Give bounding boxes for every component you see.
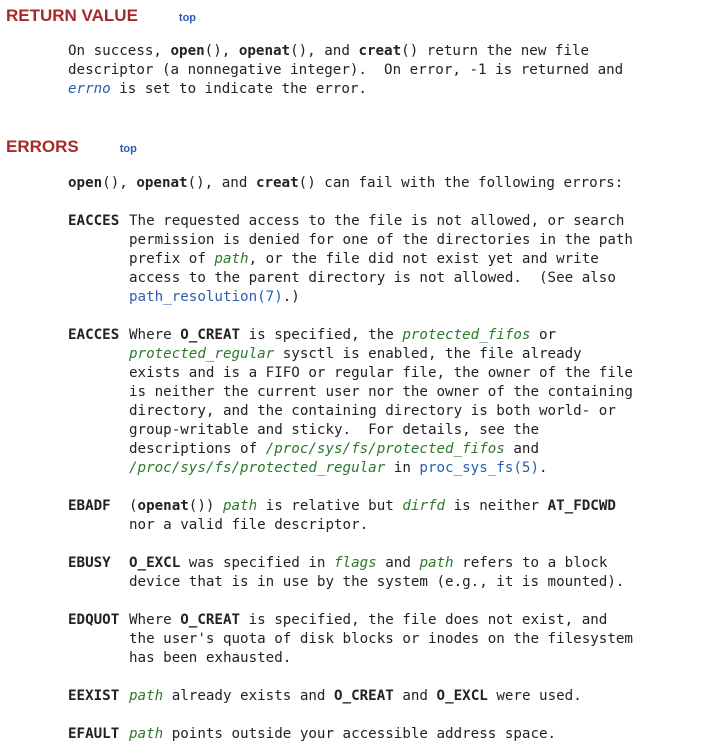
error-code: EACCES (68, 213, 120, 229)
error-code: EBADF (68, 498, 111, 514)
top-link[interactable]: top (119, 143, 137, 155)
section-title-errors: ERRORS (6, 137, 79, 156)
path-resolution-link[interactable]: path_resolution(7) (129, 289, 283, 305)
error-description: Where O_CREAT is specified, the protected_fifos or protected_regular sysctl is enabled, the file already exists and is a FIFO or regular file, the owner of the file is neither the current user nor the owner of the containing directory, and the containing directory is both world- or group-writable and sticky. For details, see the descriptions of /proc/sys/fs/protected_fifos and /proc/sys/fs/protected_regular in proc_sys_fs(5). (129, 327, 633, 476)
error-code: EFAULT (68, 726, 120, 742)
errors-intro: open(), openat(), and creat() can fail with the following errors: (68, 175, 624, 191)
section-title-return-value: RETURN VALUE (6, 6, 138, 25)
error-code: EACCES (68, 327, 120, 343)
error-description: (openat()) path is relative but dirfd is neither AT_FDCWD nor a valid file descriptor. (129, 498, 616, 533)
errors-heading-row (6, 137, 137, 157)
errno-link[interactable]: errno (68, 81, 111, 97)
error-description: O_EXCL was specified in flags and path refers to a block device that is in use by the system (e.g., it is mounted). (129, 555, 625, 590)
return-value-text: On success, open(), openat(), and creat() return the new file descriptor (a nonnegative integer). On error, -1 is returned and errno is set to indicate the error. (68, 43, 624, 97)
error-code: EEXIST (68, 688, 120, 704)
error-code: EBUSY (68, 555, 111, 571)
return-value-heading-row (6, 6, 196, 26)
error-description: Where O_CREAT is specified, the file does not exist, and the user's quota of disk blocks or inodes on the filesystem has been exhausted. (129, 612, 633, 666)
proc-sys-fs-link[interactable]: proc_sys_fs(5) (419, 460, 540, 476)
top-link[interactable]: top (178, 12, 197, 24)
error-description: path points outside your accessible address space. (129, 726, 557, 742)
error-code: EDQUOT (68, 612, 120, 628)
error-description: The requested access to the file is not allowed, or search permission is denied for one of the directories in the path prefix of path, or the file did not exist yet and write access to the parent directory is not allowed. (See also path_resolution(7).) (129, 213, 633, 305)
error-description: path already exists and O_CREAT and O_EXCL were used. (129, 688, 582, 704)
